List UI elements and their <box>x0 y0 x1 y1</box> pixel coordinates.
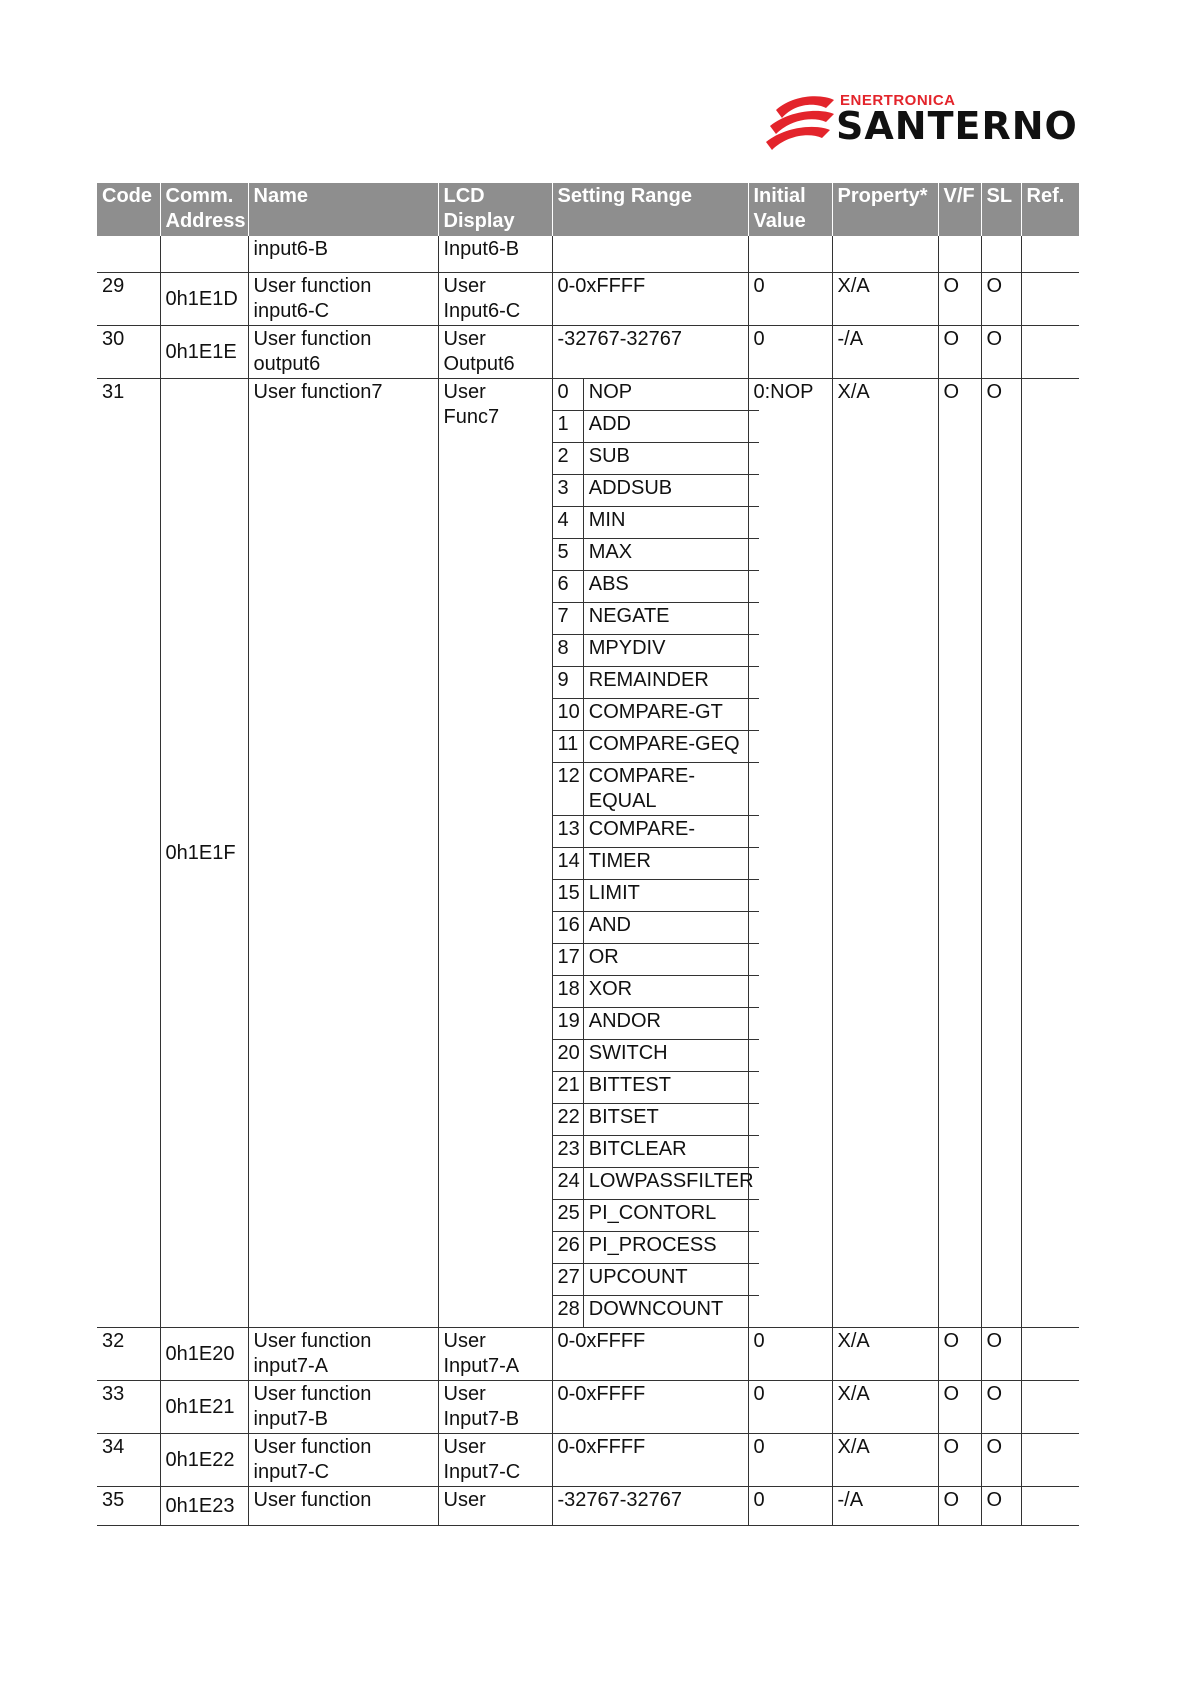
cell-name: User function output6 <box>248 326 438 379</box>
option-label: REMAINDER <box>583 667 758 699</box>
cell-lcd: User Input7-B <box>438 1381 552 1434</box>
cell-range: -32767-32767 <box>552 326 748 379</box>
cell-property: -/A <box>832 1487 938 1526</box>
cell-vf: O <box>938 379 981 1328</box>
option-number: 23 <box>553 1136 584 1168</box>
option-row <box>553 1232 759 1264</box>
option-number: 5 <box>553 539 584 571</box>
cell-range: 0-0xFFFF <box>552 1381 748 1434</box>
cell-initial: 0 <box>748 1487 832 1526</box>
option-label: AND <box>583 912 758 944</box>
cell-sl <box>981 236 1021 273</box>
option-row <box>553 539 759 571</box>
option-label: BITCLEAR <box>583 1136 758 1168</box>
cell-name: User function input7-A <box>248 1328 438 1381</box>
cell-ref <box>1021 326 1079 379</box>
option-row <box>553 763 759 816</box>
cell-initial <box>748 236 832 273</box>
cell-address: 0h1E23 <box>160 1487 248 1526</box>
option-number: 27 <box>553 1264 584 1296</box>
option-row <box>553 1104 759 1136</box>
cell-range <box>552 236 748 273</box>
cell-vf: O <box>938 1328 981 1381</box>
col-header-initial: Initial Value <box>748 183 832 236</box>
cell-name: User function input7-C <box>248 1434 438 1487</box>
option-number: 26 <box>553 1232 584 1264</box>
option-label: COMPARE-GT <box>583 699 758 731</box>
option-number: 4 <box>553 507 584 539</box>
table-row <box>97 236 1079 273</box>
parameter-table <box>97 183 1079 1526</box>
cell-sl: O <box>981 1381 1021 1434</box>
cell-address: 0h1E1E <box>160 326 248 379</box>
cell-initial: 0:NOP <box>748 379 832 1328</box>
option-label: COMPARE-EQUAL <box>583 763 758 816</box>
table-row <box>97 1381 1079 1434</box>
option-label: MPYDIV <box>583 635 758 667</box>
option-label: ADDSUB <box>583 475 758 507</box>
cell-code: 30 <box>97 326 160 379</box>
cell-name: User function input6-C <box>248 273 438 326</box>
col-header-code: Code <box>97 183 160 236</box>
options-table <box>553 379 759 1327</box>
option-row <box>553 816 759 848</box>
cell-ref <box>1021 1487 1079 1526</box>
cell-initial: 0 <box>748 1381 832 1434</box>
option-row <box>553 976 759 1008</box>
cell-code: 34 <box>97 1434 160 1487</box>
option-number: 16 <box>553 912 584 944</box>
table-row <box>97 1434 1079 1487</box>
cell-address: 0h1E1F <box>160 379 248 1328</box>
option-label: BITTEST <box>583 1072 758 1104</box>
option-number: 24 <box>553 1168 584 1200</box>
cell-sl: O <box>981 1487 1021 1526</box>
cell-ref <box>1021 1434 1079 1487</box>
cell-address: 0h1E20 <box>160 1328 248 1381</box>
option-number: 1 <box>553 411 584 443</box>
cell-code: 29 <box>97 273 160 326</box>
option-number: 19 <box>553 1008 584 1040</box>
cell-range: -32767-32767 <box>552 1487 748 1526</box>
col-header-address: Comm. Address <box>160 183 248 236</box>
option-label: XOR <box>583 976 758 1008</box>
cell-vf: O <box>938 273 981 326</box>
cell-name: input6-B <box>248 236 438 273</box>
option-row <box>553 699 759 731</box>
table-row <box>97 1328 1079 1381</box>
option-label: NOP <box>583 379 758 411</box>
option-label: NEGATE <box>583 603 758 635</box>
option-label: SUB <box>583 443 758 475</box>
cell-lcd: Input6-B <box>438 236 552 273</box>
cell-range: 0-0xFFFF <box>552 273 748 326</box>
cell-property: X/A <box>832 1328 938 1381</box>
col-header-sl: SL <box>981 183 1021 236</box>
option-number: 12 <box>553 763 584 816</box>
option-row <box>553 667 759 699</box>
col-header-property: Property* <box>832 183 938 236</box>
option-number: 7 <box>553 603 584 635</box>
option-label: BITSET <box>583 1104 758 1136</box>
cell-property <box>832 236 938 273</box>
cell-sl: O <box>981 1328 1021 1381</box>
option-label: LIMIT <box>583 880 758 912</box>
option-label: COMPARE- <box>583 816 758 848</box>
option-row <box>553 1072 759 1104</box>
option-label: LOWPASSFILTER <box>583 1168 758 1200</box>
cell-address: 0h1E21 <box>160 1381 248 1434</box>
option-number: 20 <box>553 1040 584 1072</box>
cell-code: 35 <box>97 1487 160 1526</box>
option-row <box>553 912 759 944</box>
option-row <box>553 1264 759 1296</box>
cell-address: 0h1E22 <box>160 1434 248 1487</box>
table-row <box>97 273 1079 326</box>
option-row <box>553 603 759 635</box>
option-label: SWITCH <box>583 1040 758 1072</box>
cell-ref <box>1021 273 1079 326</box>
option-row <box>553 475 759 507</box>
brand-subtitle: ENERTRONICA <box>840 92 956 109</box>
table-row <box>97 326 1079 379</box>
col-header-ref: Ref. <box>1021 183 1079 236</box>
option-label: OR <box>583 944 758 976</box>
col-header-lcd: LCD Display <box>438 183 552 236</box>
option-row <box>553 1200 759 1232</box>
brand-title: SANTERNO <box>836 104 1078 148</box>
cell-ref <box>1021 379 1079 1328</box>
cell-initial: 0 <box>748 1328 832 1381</box>
cell-lcd: User Input7-A <box>438 1328 552 1381</box>
option-number: 11 <box>553 731 584 763</box>
cell-vf: O <box>938 326 981 379</box>
option-label: TIMER <box>583 848 758 880</box>
cell-code: 31 <box>97 379 160 1328</box>
cell-range: 0-0xFFFF <box>552 1328 748 1381</box>
cell-sl: O <box>981 273 1021 326</box>
cell-vf: O <box>938 1434 981 1487</box>
cell-code: 33 <box>97 1381 160 1434</box>
option-number: 22 <box>553 1104 584 1136</box>
option-label: ABS <box>583 571 758 603</box>
cell-ref <box>1021 236 1079 273</box>
cell-ref <box>1021 1328 1079 1381</box>
cell-initial: 0 <box>748 326 832 379</box>
cell-range-options <box>552 379 754 1328</box>
option-row <box>553 944 759 976</box>
cell-sl: O <box>981 326 1021 379</box>
option-number: 8 <box>553 635 584 667</box>
table-row <box>97 1487 1079 1526</box>
table-row <box>97 379 1079 1328</box>
option-row <box>553 411 759 443</box>
cell-lcd: User Input7-C <box>438 1434 552 1487</box>
cell-address: 0h1E1D <box>160 273 248 326</box>
option-label: PI_CONTORL <box>583 1200 758 1232</box>
option-number: 15 <box>553 880 584 912</box>
cell-name: User function <box>248 1487 438 1526</box>
cell-property: -/A <box>832 326 938 379</box>
cell-initial: 0 <box>748 1434 832 1487</box>
option-label: DOWNCOUNT <box>583 1296 758 1328</box>
cell-property: X/A <box>832 379 938 1328</box>
cell-lcd: User <box>438 1487 552 1526</box>
option-number: 0 <box>553 379 584 411</box>
option-label: COMPARE-GEQ <box>583 731 758 763</box>
option-row <box>553 880 759 912</box>
option-number: 14 <box>553 848 584 880</box>
option-number: 17 <box>553 944 584 976</box>
option-row <box>553 379 759 411</box>
cell-vf <box>938 236 981 273</box>
cell-code <box>97 236 160 273</box>
cell-lcd: User Func7 <box>438 379 552 1328</box>
cell-vf: O <box>938 1487 981 1526</box>
option-number: 21 <box>553 1072 584 1104</box>
cell-property: X/A <box>832 1381 938 1434</box>
col-header-range: Setting Range <box>552 183 748 236</box>
cell-address <box>160 236 248 273</box>
option-row <box>553 443 759 475</box>
cell-lcd: User Input6-C <box>438 273 552 326</box>
cell-range: 0-0xFFFF <box>552 1434 748 1487</box>
option-number: 28 <box>557 1298 580 1320</box>
option-row <box>553 1168 759 1200</box>
option-label: PI_PROCESS <box>583 1232 758 1264</box>
col-header-vf: V/F <box>938 183 981 236</box>
cell-initial: 0 <box>748 273 832 326</box>
cell-sl: O <box>981 1434 1021 1487</box>
option-label: MAX <box>583 539 758 571</box>
option-number: 2 <box>553 443 584 475</box>
option-number: 13 <box>553 816 584 848</box>
option-label: ADD <box>583 411 758 443</box>
option-row <box>553 731 759 763</box>
option-row <box>553 1136 759 1168</box>
option-number: 6 <box>553 571 584 603</box>
option-row <box>553 507 759 539</box>
cell-code: 32 <box>97 1328 160 1381</box>
cell-ref <box>1021 1381 1079 1434</box>
cell-vf: O <box>938 1381 981 1434</box>
option-number: 3 <box>553 475 584 507</box>
option-label: ANDOR <box>583 1008 758 1040</box>
cell-property: X/A <box>832 1434 938 1487</box>
option-number: 9 <box>553 667 584 699</box>
cell-lcd: User Output6 <box>438 326 552 379</box>
cell-name: User function7 <box>248 379 438 1328</box>
cell-sl: O <box>981 379 1021 1328</box>
option-number: 25 <box>553 1200 584 1232</box>
option-row <box>553 1040 759 1072</box>
cell-property: X/A <box>832 273 938 326</box>
option-row <box>553 635 759 667</box>
option-label: MIN <box>583 507 758 539</box>
table-header-row <box>97 183 1079 236</box>
santerno-logo <box>764 88 1078 158</box>
col-header-name: Name <box>248 183 438 236</box>
option-row <box>553 848 759 880</box>
cell-name: User function input7-B <box>248 1381 438 1434</box>
option-label: UPCOUNT <box>583 1264 758 1296</box>
option-row <box>553 1008 759 1040</box>
option-number: 10 <box>553 699 584 731</box>
option-row <box>553 571 759 603</box>
santerno-swoosh-icon <box>764 92 838 154</box>
option-row <box>553 1296 759 1328</box>
option-number: 18 <box>553 976 584 1008</box>
